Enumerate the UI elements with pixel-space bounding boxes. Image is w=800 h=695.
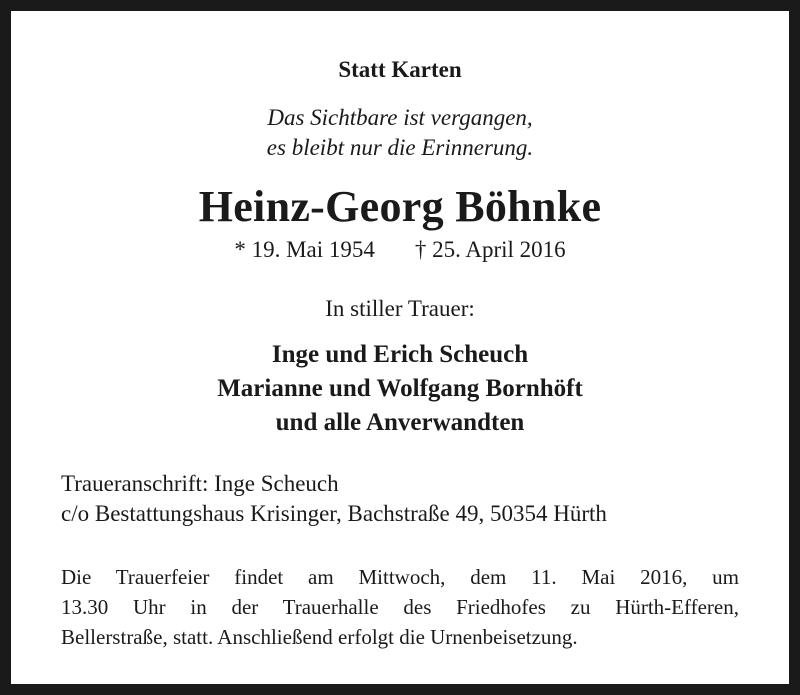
deceased-name: Heinz-Georg Böhnke	[198, 182, 602, 231]
notice-line: 13.30 Uhr in der Trauerhalle des Friedhofes zu Hürth-Efferen,	[61, 595, 739, 619]
notice-line: Bellerstraße, statt. Anschließend erfolgt die Urnenbeisetzung.	[61, 625, 578, 649]
mourners-list	[11, 338, 789, 440]
mourner-line: Inge und Erich Scheuch	[271, 341, 529, 368]
mourning-address	[61, 469, 607, 529]
notice-line: Die Trauerfeier findet am Mittwoch, dem 11. Mai 2016, um	[61, 565, 739, 589]
mourner-line: Marianne und Wolfgang Bornhöft	[217, 375, 583, 402]
address-line: Traueranschrift: Inge Scheuch	[61, 471, 339, 496]
mourner-line: und alle Anverwandten	[275, 409, 525, 436]
funeral-notice	[61, 562, 739, 652]
birth-date: * 19. Mai 1954	[234, 237, 375, 262]
motto-line: Das Sichtbare ist vergangen,	[267, 105, 533, 130]
heading: Statt Karten	[338, 57, 462, 82]
address-line: c/o Bestattungshaus Krisinger, Bachstraße 49, 50354 Hürth	[61, 501, 607, 526]
death-date: † 25. April 2016	[414, 237, 566, 262]
mourning-label: In stiller Trauer:	[325, 296, 475, 321]
obituary-card	[11, 11, 789, 684]
life-dates	[11, 237, 789, 263]
motto-line: es bleibt nur die Erinnerung.	[266, 135, 534, 160]
motto	[11, 103, 789, 163]
